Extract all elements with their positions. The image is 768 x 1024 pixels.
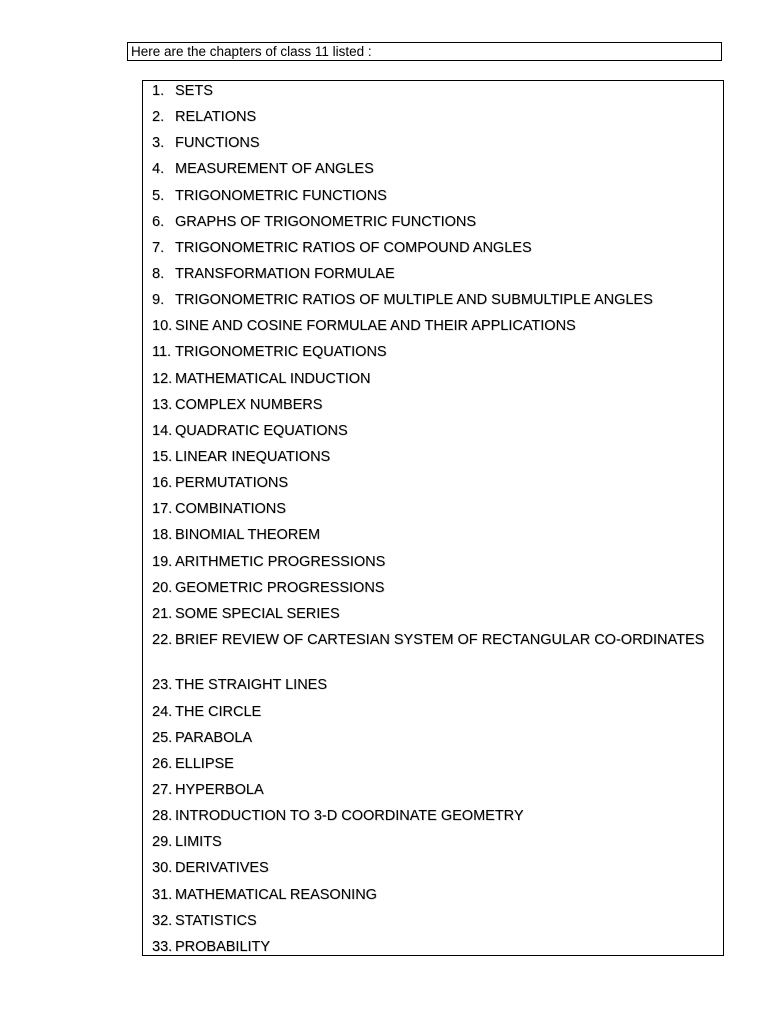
chapter-number: 23. [152,677,173,694]
chapter-title: COMPLEX NUMBERS [175,396,323,413]
chapter-title: TRANSFORMATION FORMULAE [175,265,395,282]
chapter-title: QUADRATIC EQUATIONS [175,422,348,439]
chapter-number: 22. [152,631,173,648]
chapter-number: 17. [152,501,173,518]
chapter-number: 15. [152,448,173,465]
chapter-list [152,81,712,963]
chapter-title: SETS [175,83,213,99]
chapter-number: 12. [152,370,173,387]
chapter-title: INTRODUCTION TO 3-D COORDINATE GEOMETRY [175,808,524,825]
chapter-number: 1. [152,83,165,99]
chapter-number: 33. [152,938,173,955]
chapter-number: 8. [152,265,165,282]
chapter-number: 18. [152,527,173,544]
chapter-title: PROBABILITY [175,938,271,955]
chapter-title: SINE AND COSINE FORMULAE AND THEIR APPLICATIONS [175,318,576,335]
chapter-item [152,604,712,630]
chapter-number: 13. [152,396,173,413]
chapter-item [152,937,712,963]
chapter-title: STATISTICS [175,912,257,929]
chapter-title: TRIGONOMETRIC FUNCTIONS [175,187,387,204]
chapter-item [152,133,712,159]
chapter-item [152,630,712,676]
chapter-number: 30. [152,860,173,877]
chapter-number: 3. [152,135,165,152]
chapter-title: MATHEMATICAL REASONING [175,886,377,903]
chapter-title: SOME SPECIAL SERIES [175,605,340,622]
chapter-number: 7. [152,239,165,256]
chapter-title: PERMUTATIONS [175,475,289,492]
chapter-title: TRIGONOMETRIC EQUATIONS [175,344,387,361]
chapter-title: COMBINATIONS [175,501,286,518]
chapter-item [152,702,712,728]
chapter-item [152,728,712,754]
chapter-number: 10. [152,318,173,335]
chapter-item [152,369,712,395]
chapter-number: 26. [152,755,173,772]
chapter-item [152,806,712,832]
chapter-title: BRIEF REVIEW OF CARTESIAN SYSTEM OF RECTANGULAR CO-ORDINATES [175,631,705,648]
chapter-title: GRAPHS OF TRIGONOMETRIC FUNCTIONS [175,213,477,230]
chapter-list-box [142,80,724,956]
chapter-item [152,473,712,499]
chapter-title: ARITHMETIC PROGRESSIONS [175,553,386,570]
chapter-item [152,264,712,290]
chapter-number: 32. [152,912,173,929]
chapter-title: THE STRAIGHT LINES [175,677,328,694]
chapter-title: BINOMIAL THEOREM [175,527,321,544]
chapter-item [152,238,712,264]
chapter-item [152,911,712,937]
chapter-number: 4. [152,161,165,178]
chapter-item [152,342,712,368]
chapter-number: 6. [152,213,165,230]
chapter-title: DERIVATIVES [175,860,269,877]
chapter-number: 28. [152,808,173,825]
chapter-item [152,107,712,133]
chapter-title: THE CIRCLE [175,703,262,720]
chapter-title: ELLIPSE [175,755,234,772]
chapter-title: PARABOLA [175,729,253,746]
chapter-item [152,186,712,212]
chapter-number: 20. [152,579,173,596]
chapter-number: 21. [152,605,173,622]
chapter-number: 2. [152,109,165,126]
chapter-item [152,159,712,185]
chapter-item [152,754,712,780]
chapter-item [152,290,712,316]
chapter-item [152,81,712,107]
chapter-item [152,499,712,525]
chapter-item [152,447,712,473]
chapter-item [152,832,712,858]
chapter-number: 5. [152,187,165,204]
chapter-item [152,212,712,238]
chapter-title: LINEAR INEQUATIONS [175,448,331,465]
chapter-item [152,552,712,578]
chapter-number: 11. [152,344,172,361]
chapter-number: 24. [152,703,173,720]
chapter-item [152,395,712,421]
chapter-item [152,525,712,551]
chapter-number: 25. [152,729,173,746]
chapter-number: 27. [152,782,173,799]
chapter-number: 19. [152,553,173,570]
chapter-title: TRIGONOMETRIC RATIOS OF MULTIPLE AND SUBMULTIPLE ANGLES [175,292,653,309]
chapter-item [152,858,712,884]
chapter-item [152,885,712,911]
header-text: Here are the chapters of class 11 listed : [131,44,372,59]
chapter-title: LIMITS [175,834,222,851]
chapter-number: 9. [152,292,165,309]
chapter-item [152,578,712,604]
chapter-item [152,421,712,447]
chapter-number: 31. [152,886,173,903]
chapter-number: 14. [152,422,173,439]
chapter-number: 29. [152,834,173,851]
chapter-number: 16. [152,475,173,492]
chapter-title: MATHEMATICAL INDUCTION [175,370,371,387]
chapter-title: FUNCTIONS [175,135,260,152]
chapter-item [152,780,712,806]
chapter-title: MEASUREMENT OF ANGLES [175,161,374,178]
header-box [127,42,722,61]
chapter-title: HYPERBOLA [175,782,264,799]
chapter-title: TRIGONOMETRIC RATIOS OF COMPOUND ANGLES [175,239,532,256]
chapter-title: RELATIONS [175,109,257,126]
chapter-item [152,675,712,701]
chapter-item [152,316,712,342]
chapter-title: GEOMETRIC PROGRESSIONS [175,579,385,596]
